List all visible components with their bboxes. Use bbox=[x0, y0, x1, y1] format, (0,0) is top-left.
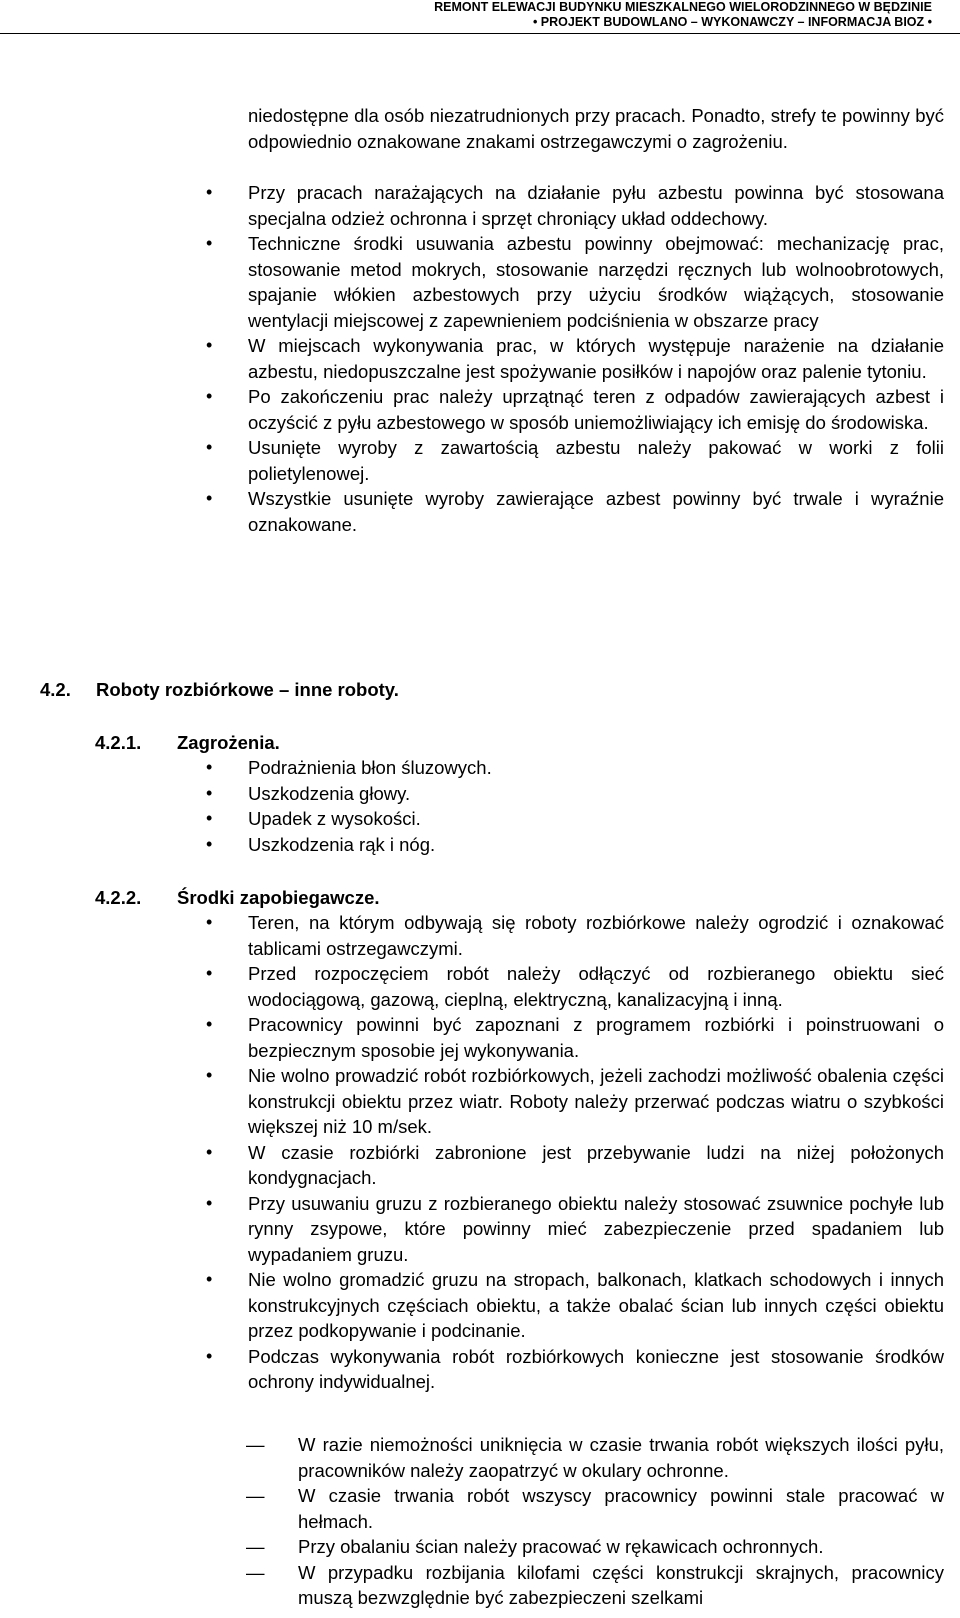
list-item: • Podczas wykonywania robót rozbiórkowych konieczne jest stosowanie środków ochrony indywidualnej. bbox=[206, 1345, 944, 1392]
list-item: • W czasie rozbiórki zabronione jest przebywanie ludzi na niżej położonych kondygnacjach. bbox=[206, 1141, 944, 1188]
dash-icon: — bbox=[246, 1485, 265, 1506]
measures-list bbox=[206, 910, 944, 1395]
bullet-icon: • bbox=[206, 335, 213, 355]
bullet-icon: • bbox=[206, 1192, 213, 1213]
list-item: • Przy usuwaniu gruzu z rozbieranego obiektu należy stosować zsuwnice pochyłe lub rynny zsypowe, które powinny mieć zabezpieczenie przed spadaniem lub wypadaniem gruzu. bbox=[206, 1192, 944, 1265]
list-item: • Uszkodzenia głowy. bbox=[248, 781, 944, 807]
bullet-icon: • bbox=[206, 963, 213, 983]
subsection-title: Środki zapobiegawcze. bbox=[177, 887, 380, 908]
list-item: • Techniczne środki usuwania azbestu powinny obejmować: mechanizację prac, stosowanie metod mokrych, stosowanie narzędzi ręcznych lub wolnoobrotowych, spajanie włókien azbestowych przy użyciu środków wiążących, stosowanie wentylacji miejscowej z zapewnieniem podciśnienia w obszarze pracy bbox=[206, 233, 944, 331]
bullet-icon: • bbox=[206, 1345, 213, 1366]
subsection-heading-1 bbox=[95, 730, 280, 756]
hazards-list bbox=[206, 755, 944, 857]
header-line-2: • PROJEKT BUDOWLANO – WYKONAWCZY – INFORMACJA BIOZ • bbox=[532, 15, 932, 29]
sublist-item: — W czasie trwania robót wszyscy pracownicy powinni stale pracować w hełmach. bbox=[246, 1485, 944, 1532]
list-item: • Przy pracach narażających na działanie pyłu azbestu powinna być stosowana specjalna odzież ochronna i sprzęt chroniący układ oddechowy. bbox=[206, 182, 944, 229]
bullet-icon: • bbox=[206, 782, 213, 803]
section-heading bbox=[40, 677, 399, 703]
list-item: • Usunięte wyroby z zawartością azbestu należy pakować w worki z folii polietylenowej. bbox=[206, 437, 944, 484]
list-item: • Nie wolno gromadzić gruzu na stropach, balkonach, klatkach schodowych i innych konstrukcyjnych częściach obiektu, a także obalać ścian lub innych części obiektu przez podkopywanie i podcinanie. bbox=[206, 1269, 944, 1341]
bullet-icon: • bbox=[206, 1014, 213, 1034]
sublist-item: — W przypadku rozbijania kilofami części konstrukcji skrajnych, pracownicy muszą bezwzględnie być zabezpieczeni szelkami bbox=[246, 1561, 944, 1608]
continuation-text: niedostępne dla osób niezatrudnionych przy pracach. Ponadto, strefy te powinny być odpowiednio oznakowane znakami ostrzegawczymi o zagrożeniu. bbox=[248, 105, 944, 152]
bullet-icon: • bbox=[206, 182, 213, 202]
dash-icon: — bbox=[246, 1561, 265, 1583]
bullet-icon: • bbox=[206, 757, 213, 777]
list-item: • Przed rozpoczęciem robót należy odłączyć od rozbieranego obiektu sieć wodociągową, gazową, cieplną, elektryczną, kanalizacyjną i inną. bbox=[206, 963, 944, 1010]
bullet-icon: • bbox=[206, 1065, 213, 1085]
bullet-icon: • bbox=[206, 386, 213, 406]
continuation-block bbox=[248, 103, 944, 154]
subsection-title: Zagrożenia. bbox=[177, 732, 280, 753]
list-item: • Uszkodzenia rąk i nóg. bbox=[248, 832, 944, 858]
list-item: • Wszystkie usunięte wyroby zawierające azbest powinny być trwale i wyraźnie oznakowane. bbox=[206, 488, 944, 535]
asbestos-list bbox=[206, 180, 944, 537]
bullet-icon: • bbox=[206, 833, 213, 854]
bullet-icon: • bbox=[206, 437, 213, 457]
dash-icon: — bbox=[246, 1536, 265, 1557]
ppe-sublist bbox=[246, 1432, 944, 1611]
subsection-heading-2 bbox=[95, 885, 380, 911]
sublist-item: — W razie niemożności uniknięcia w czasie trwania robót większych ilości pyłu, pracowników należy zaopatrzyć w okulary ochronne. bbox=[246, 1434, 944, 1481]
header-line-1: REMONT ELEWACJI BUDYNKU MIESZKALNEGO WIELORODZINNEGO W BĘDZINIE bbox=[434, 0, 932, 14]
section-number: 4.2. bbox=[40, 679, 71, 700]
list-item: • Nie wolno prowadzić robót rozbiórkowych, jeżeli zachodzi możliwość obalenia części konstrukcji obiektu przez wiatr. Roboty należy przerwać podczas wiatru o szybkości większej niż 10 m/sek. bbox=[206, 1065, 944, 1137]
bullet-icon: • bbox=[206, 233, 213, 253]
list-item: • Podrażnienia błon śluzowych. bbox=[248, 755, 944, 781]
bullet-icon: • bbox=[206, 488, 213, 508]
list-item: • Pracownicy powinni być zapoznani z programem rozbiórki i poinstruowani o bezpiecznym sposobie jej wykonywania. bbox=[206, 1014, 944, 1061]
bullet-icon: • bbox=[206, 1141, 213, 1162]
subsection-number: 4.2.1. bbox=[95, 732, 142, 753]
list-item: • Upadek z wysokości. bbox=[248, 806, 944, 832]
list-item: • Teren, na którym odbywają się roboty rozbiórkowe należy ogrodzić i oznakować tablicami ostrzegawczymi. bbox=[206, 912, 944, 959]
list-item: • Po zakończeniu prac należy uprzątnąć teren z odpadów zawierających azbest i oczyścić z pyłu azbestowego w sposób uniemożliwiający ich emisję do środowiska. bbox=[206, 386, 944, 433]
subsection-number: 4.2.2. bbox=[95, 887, 142, 908]
header-rule bbox=[0, 33, 960, 34]
sublist-item: — Przy obalaniu ścian należy pracować w rękawicach ochronnych. bbox=[298, 1534, 944, 1560]
section-title: Roboty rozbiórkowe – inne roboty. bbox=[96, 679, 399, 700]
list-item: • W miejscach wykonywania prac, w których występuje narażenie na działanie azbestu, niedopuszczalne jest spożywanie posiłków i napojów oraz palenie tytoniu. bbox=[206, 335, 944, 382]
dash-icon: — bbox=[246, 1434, 265, 1455]
bullet-icon: • bbox=[206, 808, 213, 828]
bullet-icon: • bbox=[206, 912, 213, 932]
document-header bbox=[434, 0, 932, 30]
bullet-icon: • bbox=[206, 1269, 213, 1289]
